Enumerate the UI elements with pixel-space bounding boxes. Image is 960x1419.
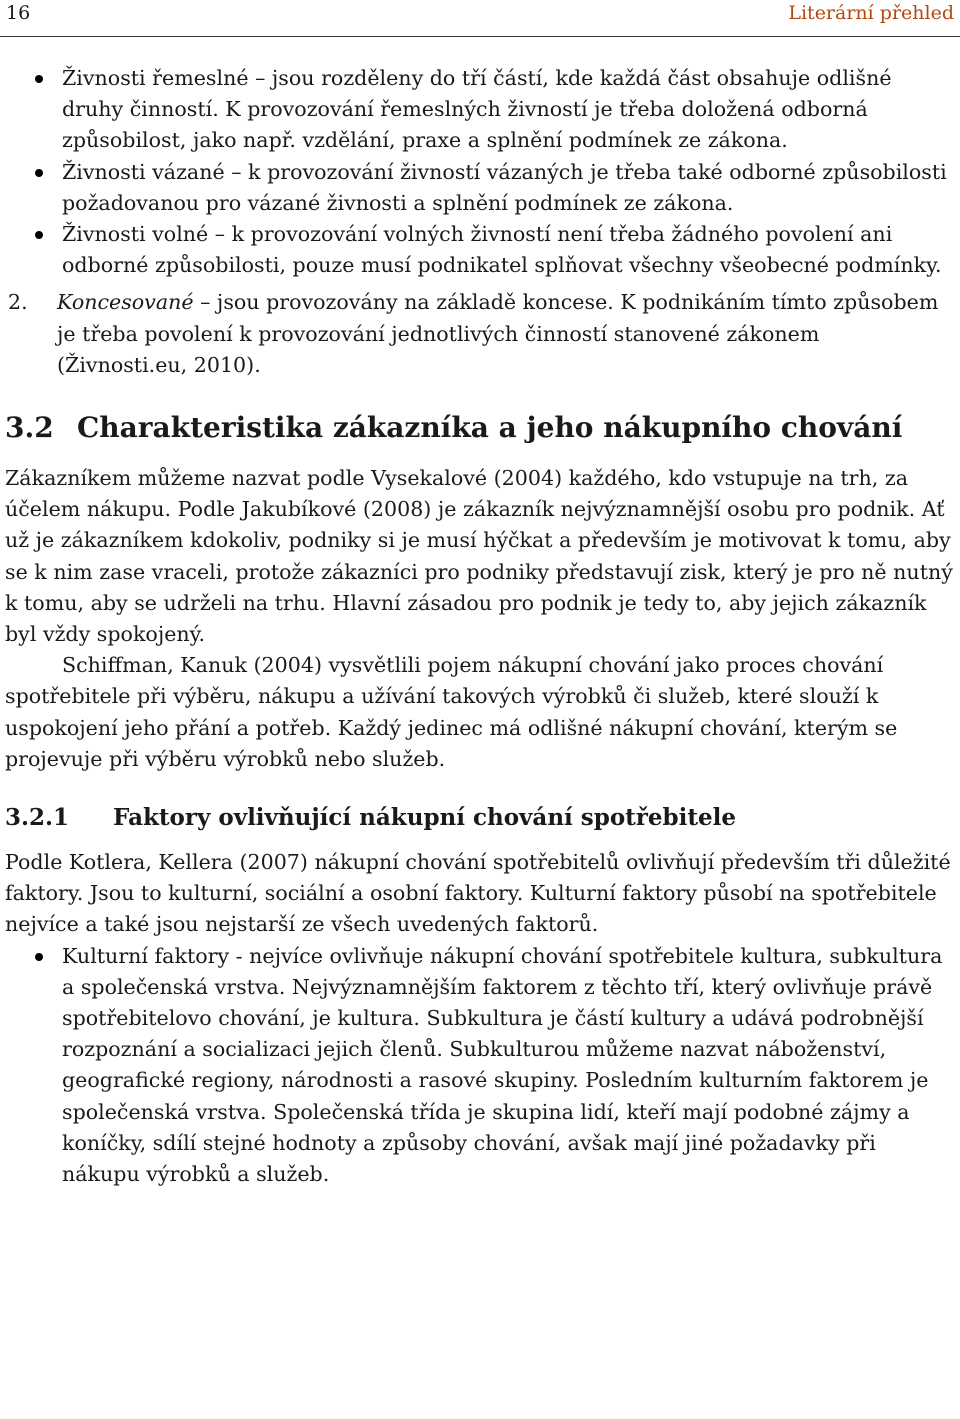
section-title: Charakteristika zákazníka a jeho nákupního chování	[77, 411, 903, 445]
section-paragraph: Schiffman, Kanuk (2004) vysvětlili pojem nákupní chování jako proces chování spotřebitele při výběru, nákupu a užívání takových výrobků či služeb, které slouží k uspokojení jeho přání a potřeb. Každý jedinec má odlišné nákupní chování, kterým se projevuje při výběru výrobků nebo služeb.	[5, 653, 898, 771]
subsection-title: Faktory ovlivňující nákupní chování spotřebitele	[113, 804, 736, 832]
item-term: Koncesované	[57, 290, 194, 315]
list-item	[5, 219, 955, 281]
trade-types-list	[5, 63, 955, 281]
bullet-icon	[35, 75, 43, 83]
item-number: 2.	[8, 290, 28, 315]
section-number: 3.2	[5, 411, 54, 445]
subsection-heading	[5, 803, 955, 833]
bullet-icon	[35, 169, 43, 177]
bullet-icon	[35, 953, 43, 961]
list-item	[5, 941, 955, 1191]
list-item	[5, 157, 955, 219]
list-item-text: Živnosti vázané – k provozování živností vázaných je třeba také odborné způsobilosti požadovanou pro vázané živnosti a splnění podmínek ze zákona.	[62, 159, 947, 215]
list-item-text: Živnosti řemeslné – jsou rozděleny do tří částí, kde každá část obsahuje odlišné druhy činností. K provozování řemeslných živností je třeba doložená odborná způsobilost, jako např. vzdělání, praxe a splnění podmínek ze zákona.	[62, 66, 892, 153]
running-head: Literární přehled	[788, 2, 954, 24]
numbered-item	[5, 287, 955, 381]
page-number: 16	[6, 2, 31, 24]
section-paragraph: Zákazníkem můžeme nazvat podle Vysekalové (2004) každého, kdo vstupuje na trh, za účelem nákupu. Podle Jakubíkové (2008) je zákazník nejvýznamnější osobu pro podnik. Ať už je zákazníkem kdokoliv, podniky si je musí hýčkat a především je motivovat k tomu, aby se k nim zase vraceli, protože zákazníci pro podniky představují zisk, který je pro ně nutný k tomu, aby se udrželi na trhu. Hlavní zásadou pro podnik je tedy to, aby jejich zákazník byl vždy spokojený.	[5, 466, 953, 647]
page-header	[0, 0, 960, 37]
section-heading	[5, 411, 955, 445]
list-item-text: Živnosti volné – k provozování volných živností není třeba žádného povolení ani odborné způsobilosti, pouze musí podnikatel splňovat všechny všeobecné podmínky.	[62, 222, 942, 278]
item-text: – jsou provozovány na základě koncese. K podnikáním tímto způsobem je třeba povolení k provozování jednotlivých činností stanovené zákonem (Živnosti.eu, 2010).	[57, 290, 939, 377]
subsection-number: 3.2.1	[5, 804, 70, 832]
factors-list	[5, 941, 955, 1191]
subsection-paragraph: Podle Kotlera, Kellera (2007) nákupní chování spotřebitelů ovlivňují především tři důležité faktory. Jsou to kulturní, sociální a osobní faktory. Kulturní faktory působí na spotřebitele nejvíce a také jsou nejstarší ze všech uvedených faktorů.	[5, 850, 951, 937]
list-item-text: Kulturní faktory - nejvíce ovlivňuje nákupní chování spotřebitele kultura, subkultura a společenská vrstva. Nejvýznamnějším faktorem z těchto tří, který ovlivňuje právě spotřebitelovo chování, je kultura. Subkultura je částí kultury a udává podrobnější rozpoznání a socializaci jejich členů. Subkulturou můžeme nazvat náboženství, geografické regiony, národnosti a rasové skupiny. Posledním kulturním faktorem je společenská vrstva. Společenská třída je skupina lidí, kteří mají podobné zájmy a koníčky, sdílí stejné hodnoty a způsoby chování, avšak mají jiné požadavky při nákupu výrobků a služeb.	[62, 943, 943, 1187]
page-content	[5, 63, 955, 1190]
list-item	[5, 63, 955, 157]
bullet-icon	[35, 231, 43, 239]
